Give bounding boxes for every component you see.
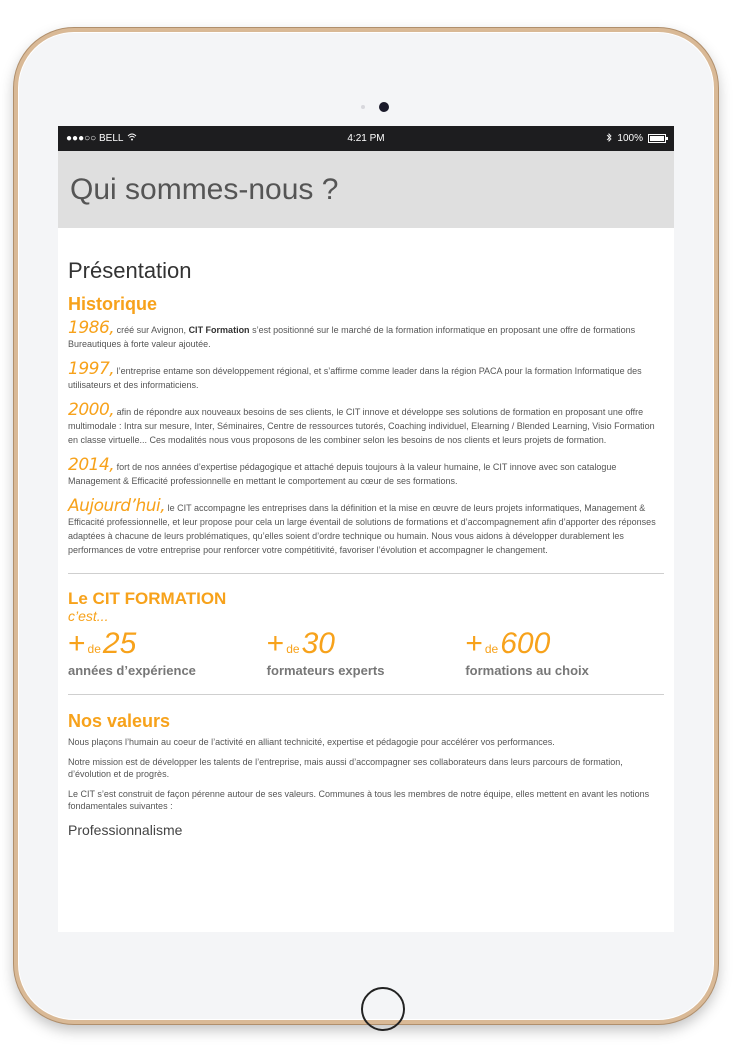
history-year: 2014, [68, 455, 115, 475]
history-year: 2000, [68, 400, 115, 420]
camera-icon [379, 102, 389, 112]
stat-label: formateurs experts [266, 663, 385, 678]
stat-label: formations au choix [465, 663, 589, 678]
history-item: 1986, créé sur Avignon, CIT Formation s’est positionné sur le marché de la formation informatique en proposant une offre de formations Bureautiques à forte valeur ajoutée. [68, 318, 636, 349]
stats-row [68, 627, 664, 678]
divider [68, 573, 664, 574]
cit-subtitle: c’est... [68, 608, 109, 624]
stat-number: 30 [301, 627, 335, 660]
home-button[interactable] [361, 987, 405, 1031]
history-year: Aujourd’hui, [68, 496, 166, 516]
valeurs-heading: Nos valeurs [68, 711, 171, 731]
battery-icon [648, 134, 666, 143]
historique-heading: Historique [68, 294, 158, 314]
stat-experience: + de25 années d’expérience [68, 630, 267, 678]
stat-number: 600 [500, 627, 551, 660]
cit-title: Le CIT FORMATION [68, 589, 227, 608]
stat-courses: + de600 formations au choix [465, 630, 664, 678]
carrier-label: ●●●○○ BELL [66, 133, 124, 144]
sensor-dot [361, 105, 365, 109]
cut-off-heading: Professionnalisme [68, 822, 183, 838]
stat-number: 25 [102, 627, 137, 660]
battery-percent: 100% [617, 133, 643, 144]
section-title: Présentation [68, 258, 192, 283]
bluetooth-icon [606, 133, 612, 145]
divider [68, 694, 664, 695]
stat-trainers: + de30 formateurs experts [267, 630, 466, 678]
history-year: 1997, [68, 359, 115, 379]
screen [58, 126, 674, 932]
main-content [58, 258, 674, 838]
history-item: 2014, fort de nos années d’expertise pédagogique et attaché depuis toujours à la valeur humaine, le CIT innove avec son catalogue Management & Efficacité professionnelle en mettant le comportement au cœur de ses formations. [68, 455, 617, 486]
valeurs-paragraph: Nous plaçons l’humain au coeur de l’activité en alliant technicité, expertise et pédagogie pour accélérer vos performances. [68, 737, 555, 747]
page-title: Qui sommes-nous ? [70, 172, 339, 206]
status-bar [58, 126, 674, 151]
clock: 4:21 PM [347, 133, 385, 144]
company-name: CIT Formation [188, 325, 250, 335]
history-item: 1997, l’entreprise entame son développement régional, et s’affirme comme leader dans la région PACA pour la formation Informatique des utilisateurs et des informaticiens. [68, 359, 642, 390]
wifi-icon [127, 133, 137, 144]
history-year: 1986, [68, 318, 115, 338]
valeurs-paragraph: Notre mission est de développer les talents de l’entreprise, mais aussi d’accompagner ses collaborateurs dans leurs parcours de formation, d’évolution et de progrès. [68, 757, 623, 779]
title-bar [58, 151, 674, 228]
history-item: 2000, afin de répondre aux nouveaux besoins de ses clients, le CIT innove et développe ses solutions de formation en proposant une offre multimodale : Intra sur mesure, Inter, Séminaires, Centre de ressources tutorés, Coaching individuel, Elearning / Blended Learning, Visio Formation en classe virtuelle... Ces modalités nous vous proposons de les combiner selon les besoins de nos clients et leurs projets de formation. [68, 400, 655, 445]
valeurs-paragraph: Le CIT s’est construit de façon pérenne autour de ses valeurs. Communes à tous les membres de notre équipe, elles mettent en avant les notions fondamentales suivantes : [68, 789, 650, 811]
history-item: Aujourd’hui, le CIT accompagne les entreprises dans la définition et la mise en œuvre de leurs projets informatiques, Management & Efficacité professionnelle, et leur propose pour cela un large éventail de solutions de formations et d’accompagnement afin d’apporter des réponses adaptées à chacune de leurs problématiques, qu’elles soient d’ordre technique ou humain. Nous vous aidons à développer durablement les performances de votre entreprise pour renforcer votre compétitivité, favoriser l’évolution et accompagner le changement. [68, 496, 656, 555]
stat-label: années d’expérience [68, 663, 196, 678]
